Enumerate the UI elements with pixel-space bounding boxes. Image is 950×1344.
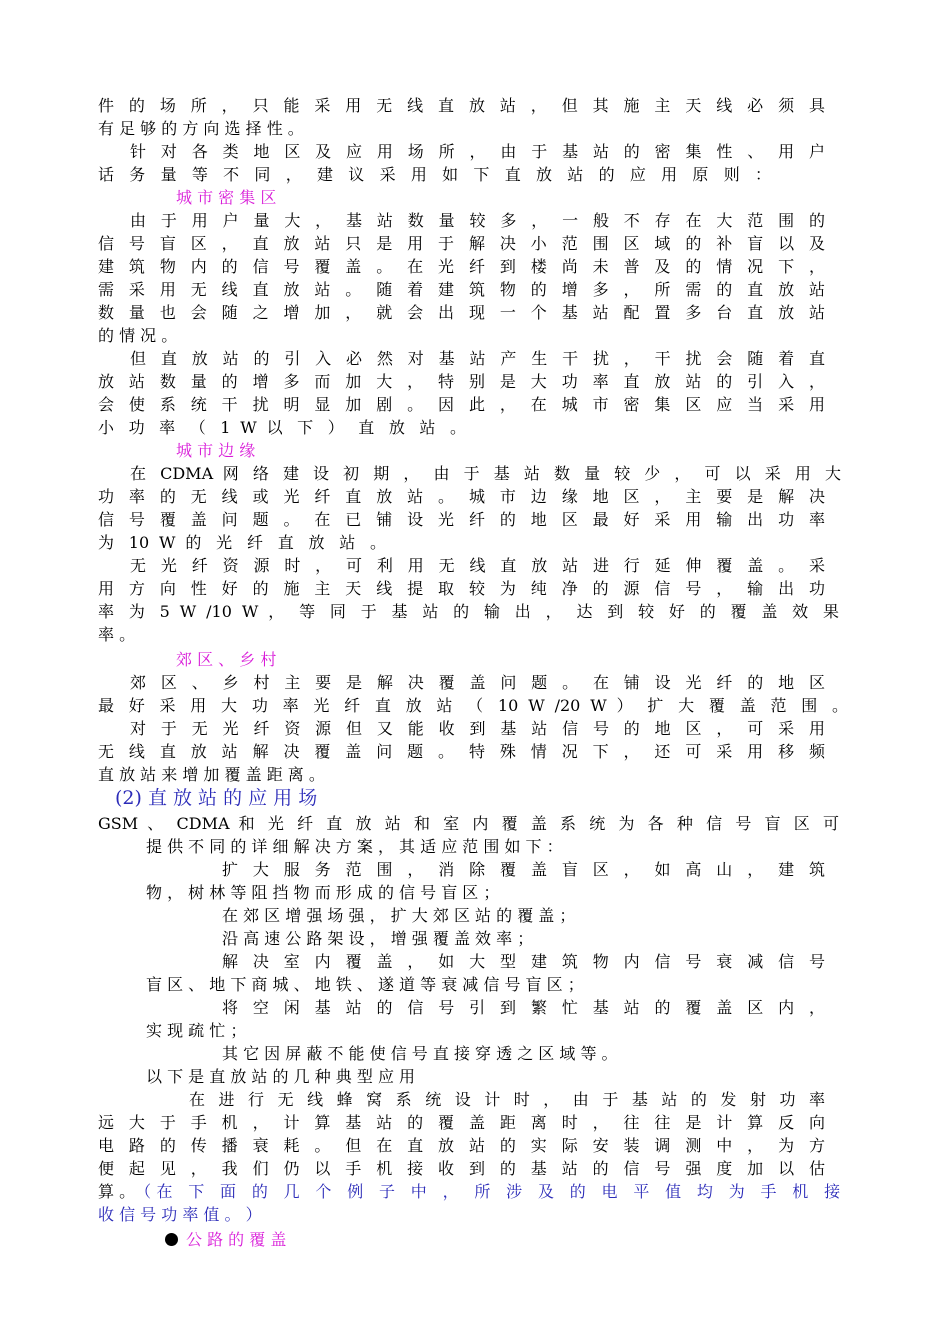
- paragraph-line: GSM 、 CDMA 和 光 纤 直 放 站 和 室 内 覆 盖 系 统 为 各 种 信 号 盲 区 可: [98, 814, 839, 833]
- subheading-urban-dense: 城 市 密 集 区: [176, 188, 277, 207]
- paragraph-line: 件 的 场 所 ， 只 能 采 用 无 线 直 放 站 ， 但 其 施 主 天 线 必 须 具: [98, 96, 825, 115]
- paragraph-line: 信 号 盲 区 ， 直 放 站 只 是 用 于 解 决 小 范 围 区 域 的 补 盲 以 及: [98, 234, 825, 253]
- paragraph-line: 的 情 况 。: [98, 326, 178, 345]
- paragraph-text: 算 。: [98, 1182, 136, 1201]
- paragraph-line: 郊 区 、 乡 村 主 要 是 解 决 覆 盖 问 题 。 在 铺 设 光 纤 的 地 区: [130, 673, 825, 692]
- list-item-continuation: 实 现 疏 忙 ；: [146, 1021, 247, 1040]
- paragraph-line: 数 量 也 会 随 之 增 加 ， 就 会 出 现 一 个 基 站 配 置 多 台 直 放 站: [98, 303, 825, 322]
- paragraph-line: 为 10 W 的 光 纤 直 放 站 。: [98, 533, 386, 552]
- black-circle-bullet-icon: [165, 1233, 178, 1246]
- paragraph-line: 放 站 数 量 的 增 多 而 加 大 ， 特 别 是 大 功 率 直 放 站 的 引 入 ，: [98, 372, 825, 391]
- paragraph-line: 但 直 放 站 的 引 入 必 然 对 基 站 产 生 干 扰 ， 干 扰 会 随 着 直: [130, 349, 825, 368]
- list-item-continuation: 物 ， 树 林 等 阻 挡 物 而 形 成 的 信 号 盲 区 ；: [146, 883, 500, 902]
- list-item: 在 郊 区 增 强 场 强 ， 扩 大 郊 区 站 的 覆 盖 ；: [222, 906, 576, 925]
- paragraph-line: 无 光 纤 资 源 时 ， 可 利 用 无 线 直 放 站 进 行 延 伸 覆 盖 。 采: [130, 556, 825, 575]
- paragraph-line: 有 足 够 的 方 向 选 择 性 。: [98, 119, 304, 138]
- paragraph-line: 功 率 的 无 线 或 光 纤 直 放 站 。 城 市 边 缘 地 区 ， 主 要 是 解 决: [98, 487, 825, 506]
- paragraph-line: 远 大 于 手 机 ， 计 算 基 站 的 覆 盖 距 离 时 ， 往 往 是 计 算 反 向: [98, 1113, 825, 1132]
- paragraph-line: 无 线 直 放 站 解 决 覆 盖 问 题 。 特 殊 情 况 下 ， 还 可 采 用 移 频: [98, 742, 825, 761]
- paragraph-line: 最 好 采 用 大 功 率 光 纤 直 放 站 （ 10 W /20 W ） 扩 大 覆 盖 范 围 。: [98, 696, 848, 715]
- paragraph-line: 率 为 5 W /10 W ， 等 同 于 基 站 的 输 出 ， 达 到 较 好 的 覆 盖 效 果: [98, 602, 839, 621]
- paragraph-line: 便 起 见 ， 我 们 仍 以 手 机 接 收 到 的 基 站 的 信 号 强 度 加 以 估: [98, 1159, 825, 1178]
- paragraph-line: 电 路 的 传 播 衰 耗 。 但 在 直 放 站 的 实 际 安 装 调 测 中 ， 为 方: [98, 1136, 825, 1155]
- subheading-suburban-rural: 郊 区 、 乡 村: [176, 650, 277, 669]
- list-item: 沿 高 速 公 路 架 设 ， 增 强 覆 盖 效 率 ；: [222, 929, 534, 948]
- paragraph-line: 对 于 无 光 纤 资 源 但 又 能 收 到 基 站 信 号 的 地 区 ， 可 采 用: [130, 719, 825, 738]
- paragraph-line: 率 。: [98, 625, 136, 644]
- note-text-continuation: 收 信 号 功 率 值 。 ）: [98, 1205, 262, 1224]
- paragraph-line: 在 进 行 无 线 蜂 窝 系 统 设 计 时 ， 由 于 基 站 的 发 射 功 率: [189, 1090, 825, 1109]
- list-item: 扩 大 服 务 范 围 ， 消 除 覆 盖 盲 区 ， 如 高 山 ， 建 筑: [222, 860, 825, 879]
- paragraph-line: 信 号 覆 盖 问 题 。 在 已 铺 设 光 纤 的 地 区 最 好 采 用 输 出 功 率: [98, 510, 825, 529]
- paragraph-line: 由 于 用 户 量 大 ， 基 站 数 量 较 多 ， 一 般 不 存 在 大 范 围 的: [130, 211, 825, 230]
- paragraph-line: 直 放 站 来 增 加 覆 盖 距 离 。: [98, 765, 325, 784]
- paragraph-line: 话 务 量 等 不 同 ， 建 议 采 用 如 下 直 放 站 的 应 用 原 则 ：: [98, 165, 771, 184]
- paragraph-line: 建 筑 物 内 的 信 号 覆 盖 。 在 光 纤 到 楼 尚 未 普 及 的 情 况 下 ，: [98, 257, 825, 276]
- paragraph-line: 用 方 向 性 好 的 施 主 天 线 提 取 较 为 纯 净 的 源 信 号 ， 输 出 功: [98, 579, 825, 598]
- paragraph-line: 提 供 不 同 的 详 细 解 决 方 案 ， 其 适 应 范 围 如 下 ：: [146, 837, 563, 856]
- paragraph-line: [98, 1180, 875, 1203]
- note-text: （在 下 面 的 几 个 例 子 中 ， 所 涉 及 的 电 平 值 均 为 手 机 接: [135, 1182, 841, 1201]
- paragraph-line: 以 下 是 直 放 站 的 几 种 典 型 应 用: [146, 1067, 416, 1086]
- bullet-item: [165, 1228, 286, 1251]
- paragraph-line: 小 功 率 （ 1 W 以 下 ） 直 放 站 。: [98, 418, 466, 437]
- bullet-item-label: 公 路 的 覆 盖: [186, 1230, 287, 1249]
- paragraph-line: 在 CDMA 网 络 建 设 初 期 ， 由 于 基 站 数 量 较 少 ， 可 以 采 用 大: [130, 464, 841, 483]
- paragraph-line: 会 使 系 统 干 扰 明 显 加 剧 。 因 此 ， 在 城 市 密 集 区 应 当 采 用: [98, 395, 825, 414]
- list-item-continuation: 盲 区 、 地 下 商 城 、 地 铁 、 遂 道 等 衰 减 信 号 盲 区 ；: [146, 975, 584, 994]
- list-item: 将 空 闲 基 站 的 信 号 引 到 繁 忙 基 站 的 覆 盖 区 内 ，: [222, 998, 825, 1017]
- paragraph-line: 需 采 用 无 线 直 放 站 。 随 着 建 筑 物 的 增 多 ， 所 需 的 直 放 站: [98, 280, 825, 299]
- list-item: 其 它 因 屏 蔽 不 能 使 信 号 直 接 穿 透 之 区 域 等 。: [222, 1044, 618, 1063]
- subheading-urban-edge: 城 市 边 缘: [176, 441, 256, 460]
- section-heading: (2) 直 放 站 的 应 用 场: [115, 787, 318, 809]
- list-item: 解 决 室 内 覆 盖 ， 如 大 型 建 筑 物 内 信 号 衰 减 信 号: [222, 952, 825, 971]
- paragraph-line: 针 对 各 类 地 区 及 应 用 场 所 ， 由 于 基 站 的 密 集 性 、 用 户: [130, 142, 825, 161]
